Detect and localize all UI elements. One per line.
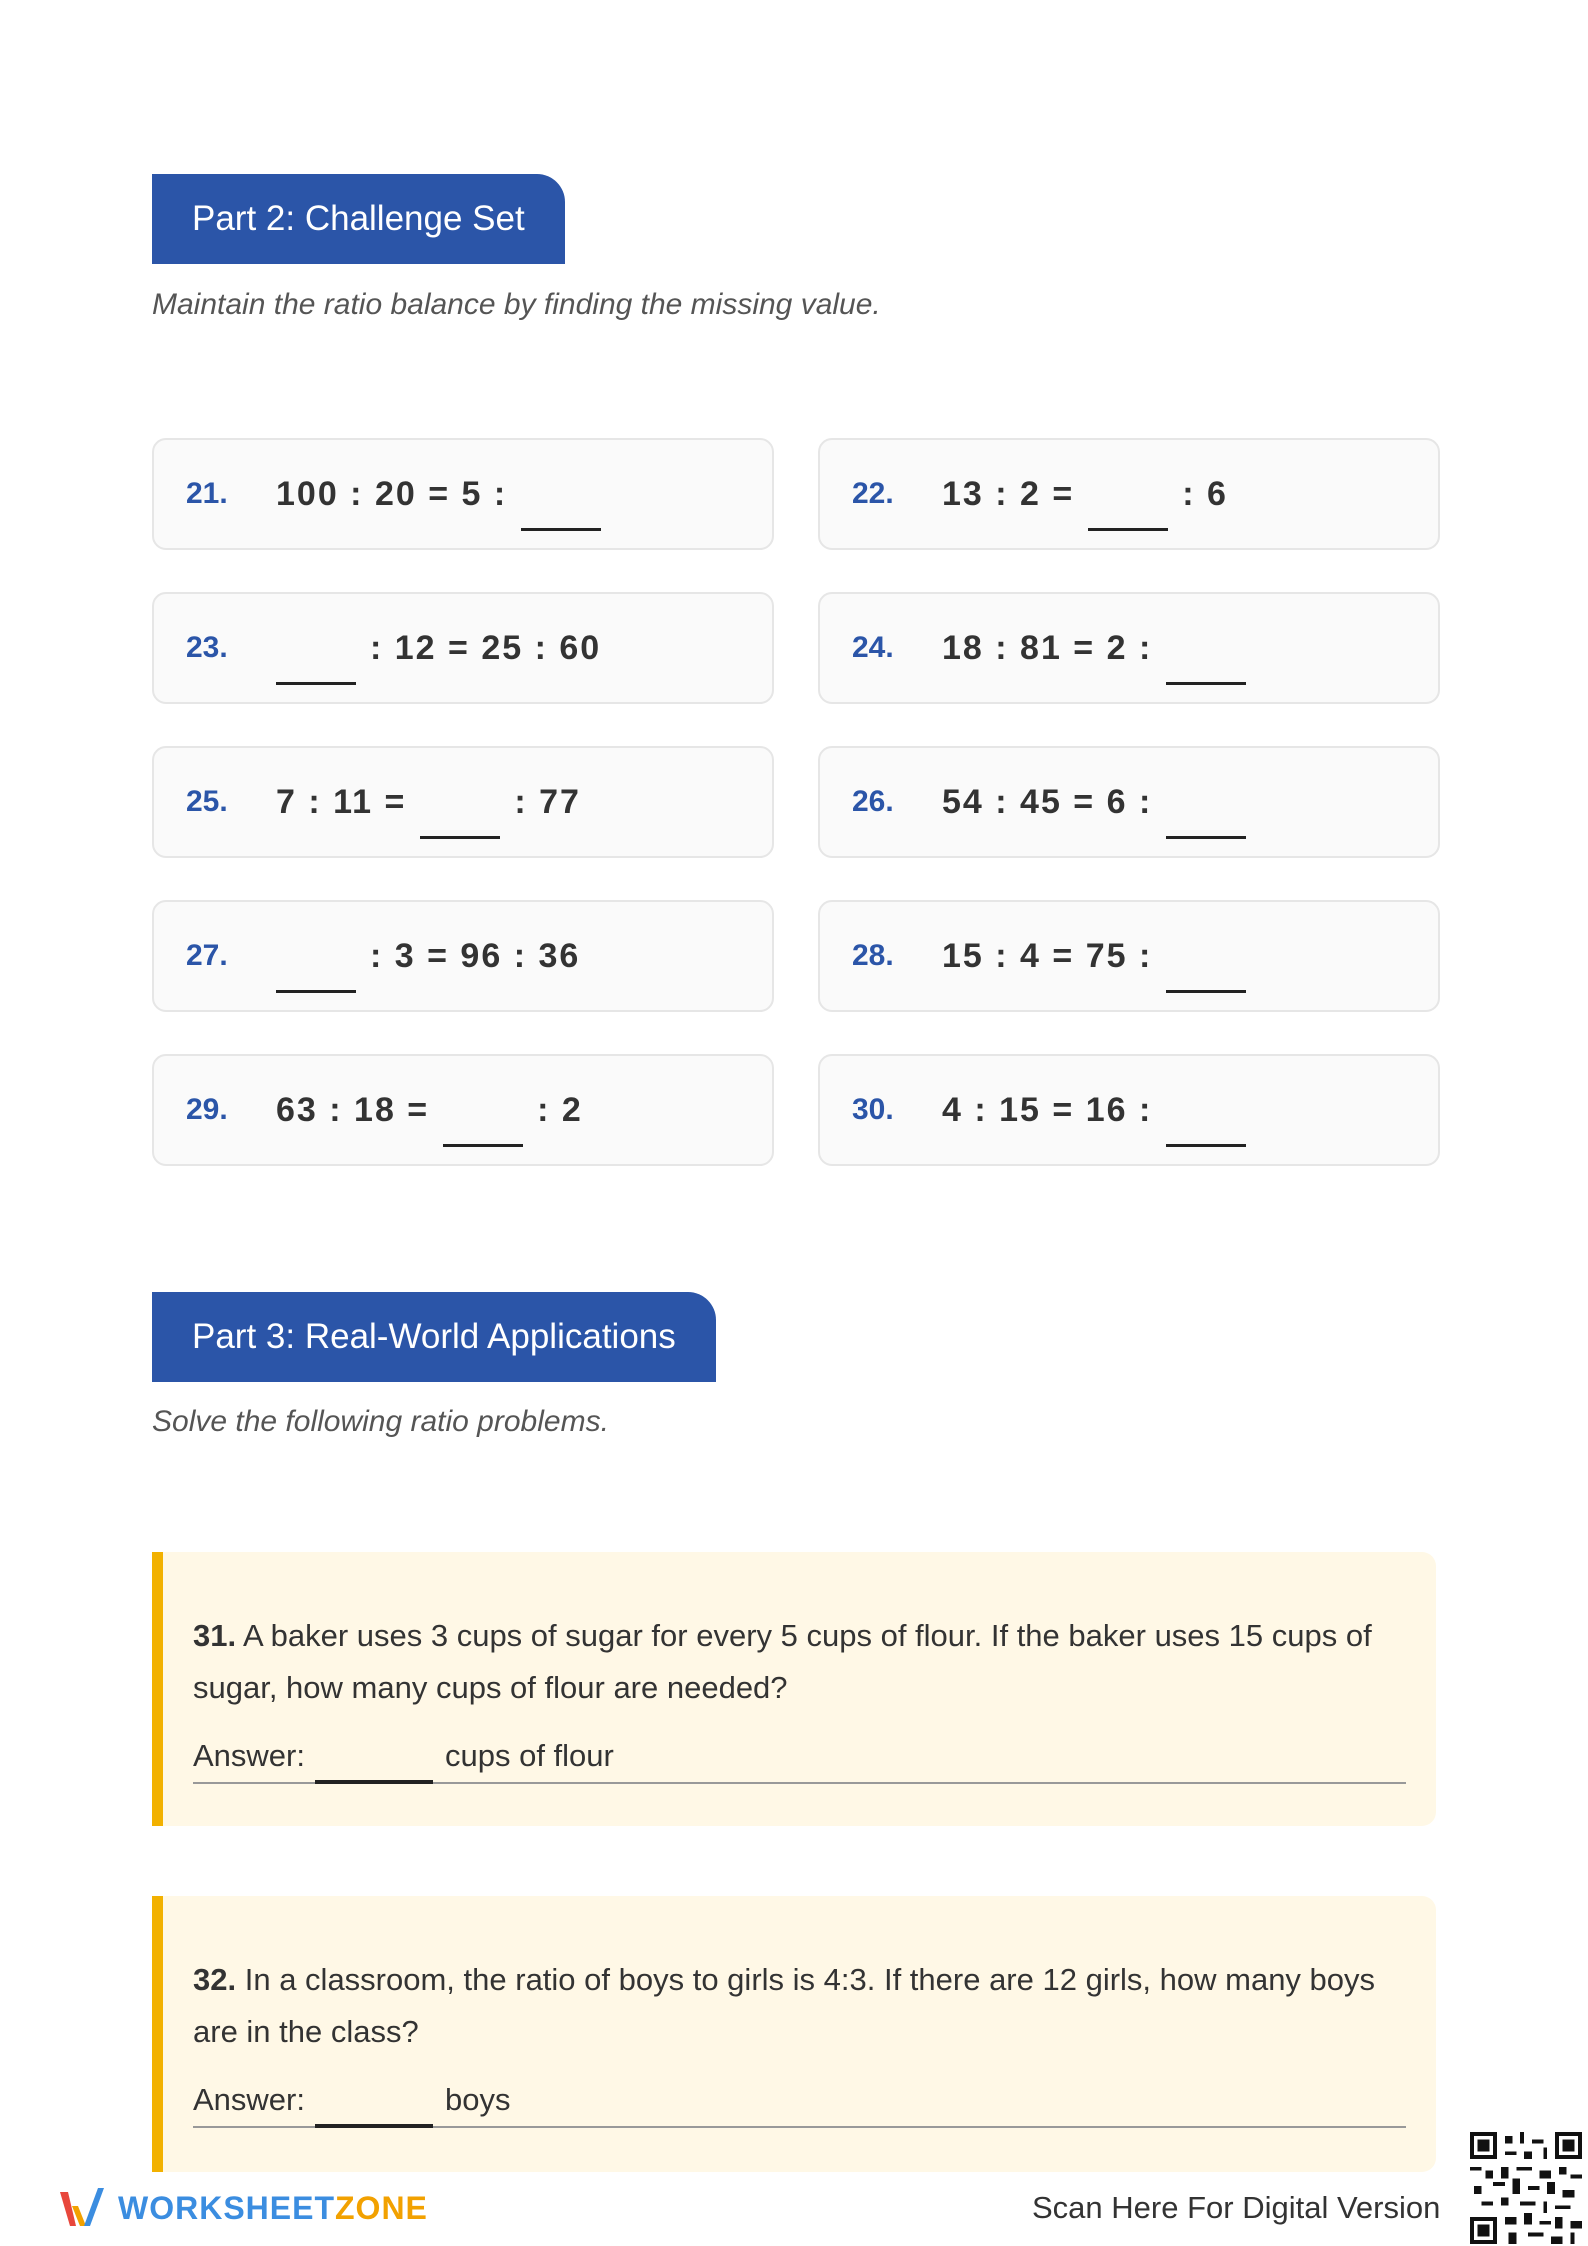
expression-right: : 6 [1182,474,1228,513]
problem-number: 23. [186,631,228,664]
answer-unit: boys [444,2082,511,2117]
answer-row [193,2080,1406,2128]
expression-left: 54 : 45 = 6 : [942,782,1153,821]
answer-blank[interactable] [1088,490,1168,531]
expression-left: 15 : 4 = 75 : [942,936,1153,975]
answer-blank[interactable] [443,1106,523,1147]
ratio-problem-card [152,900,774,1012]
worksheetzone-logo[interactable] [56,2182,428,2234]
expression-left: 13 : 2 = [942,474,1075,513]
answer-blank[interactable] [276,644,356,685]
problem-number: 21. [186,477,228,510]
expression-right: : 2 [537,1090,583,1129]
logo-text: WORKSHEETZONE [118,2189,428,2226]
ratio-expression [942,628,1260,669]
problem-number: 22. [852,477,894,510]
ratio-problem-card [818,438,1440,550]
ratio-problem-card [152,746,774,858]
expression-left: 4 : 15 = 16 : [942,1090,1153,1129]
word-problem-number: 32. [193,1962,237,1997]
answer-blank[interactable] [420,798,500,839]
word-problem-body: In a classroom, the ratio of boys to girls is 4:3. If there are 12 girls, how many boys are in the class? [193,1962,1376,2049]
answer-blank[interactable] [1166,644,1246,685]
ratio-problem-card [152,592,774,704]
problem-number: 25. [186,785,228,818]
word-problem-text [193,1610,1406,1714]
answer-blank[interactable] [1166,1106,1246,1147]
part-2-header: Part 2: Challenge Set [152,174,565,264]
expression-right: : 77 [514,782,581,821]
part-3-header: Part 3: Real-World Applications [152,1292,716,1382]
logo-w-icon [56,2182,108,2234]
expression-left: 63 : 18 = [276,1090,430,1129]
word-problem-text [193,1954,1406,2058]
answer-label: Answer: [193,2082,305,2117]
expression-left: 18 : 81 = 2 : [942,628,1153,667]
problem-number: 28. [852,939,894,972]
answer-blank[interactable] [315,1746,433,1784]
expression-right: : 3 = 96 : 36 [370,936,581,975]
word-problem-32 [152,1896,1436,2172]
scan-instruction: Scan Here For Digital Version [1032,2190,1441,2225]
ratio-expression [942,474,1228,515]
ratio-expression [276,782,581,823]
ratio-expression [942,1090,1260,1131]
word-problem-number: 31. [193,1618,237,1653]
expression-left: 7 : 11 = [276,782,407,821]
part-2-instructions: Maintain the ratio balance by finding the missing value. [152,288,881,321]
ratio-expression [276,474,615,515]
ratio-problem-card [818,746,1440,858]
answer-label: Answer: [193,1738,305,1773]
ratio-problem-card [152,1054,774,1166]
ratio-expression [276,936,580,977]
ratio-expression [942,782,1260,823]
ratio-problem-card [152,438,774,550]
ratio-problem-card [818,592,1440,704]
problem-number: 24. [852,631,894,664]
word-problem-31 [152,1552,1436,1826]
answer-row [193,1736,1406,1784]
answer-blank[interactable] [521,490,601,531]
problem-number: 26. [852,785,894,818]
ratio-expression [276,628,601,669]
answer-blank[interactable] [1166,952,1246,993]
answer-unit: cups of flour [444,1738,614,1773]
answer-blank[interactable] [315,2090,433,2128]
ratio-expression [276,1090,583,1131]
problem-number: 30. [852,1093,894,1126]
word-problem-body: A baker uses 3 cups of sugar for every 5 cups of flour. If the baker uses 15 cups of sugar, how many cups of flour are needed? [193,1618,1372,1705]
qr-code-icon[interactable] [1470,2132,1582,2244]
ratio-problem-card [818,1054,1440,1166]
part-3-instructions: Solve the following ratio problems. [152,1405,609,1438]
ratio-problem-card [818,900,1440,1012]
answer-blank[interactable] [1166,798,1246,839]
expression-left: 100 : 20 = 5 : [276,474,508,513]
problem-number: 29. [186,1093,228,1126]
ratio-expression [942,936,1260,977]
problem-number: 27. [186,939,228,972]
expression-right: : 12 = 25 : 60 [370,628,602,667]
answer-blank[interactable] [276,952,356,993]
